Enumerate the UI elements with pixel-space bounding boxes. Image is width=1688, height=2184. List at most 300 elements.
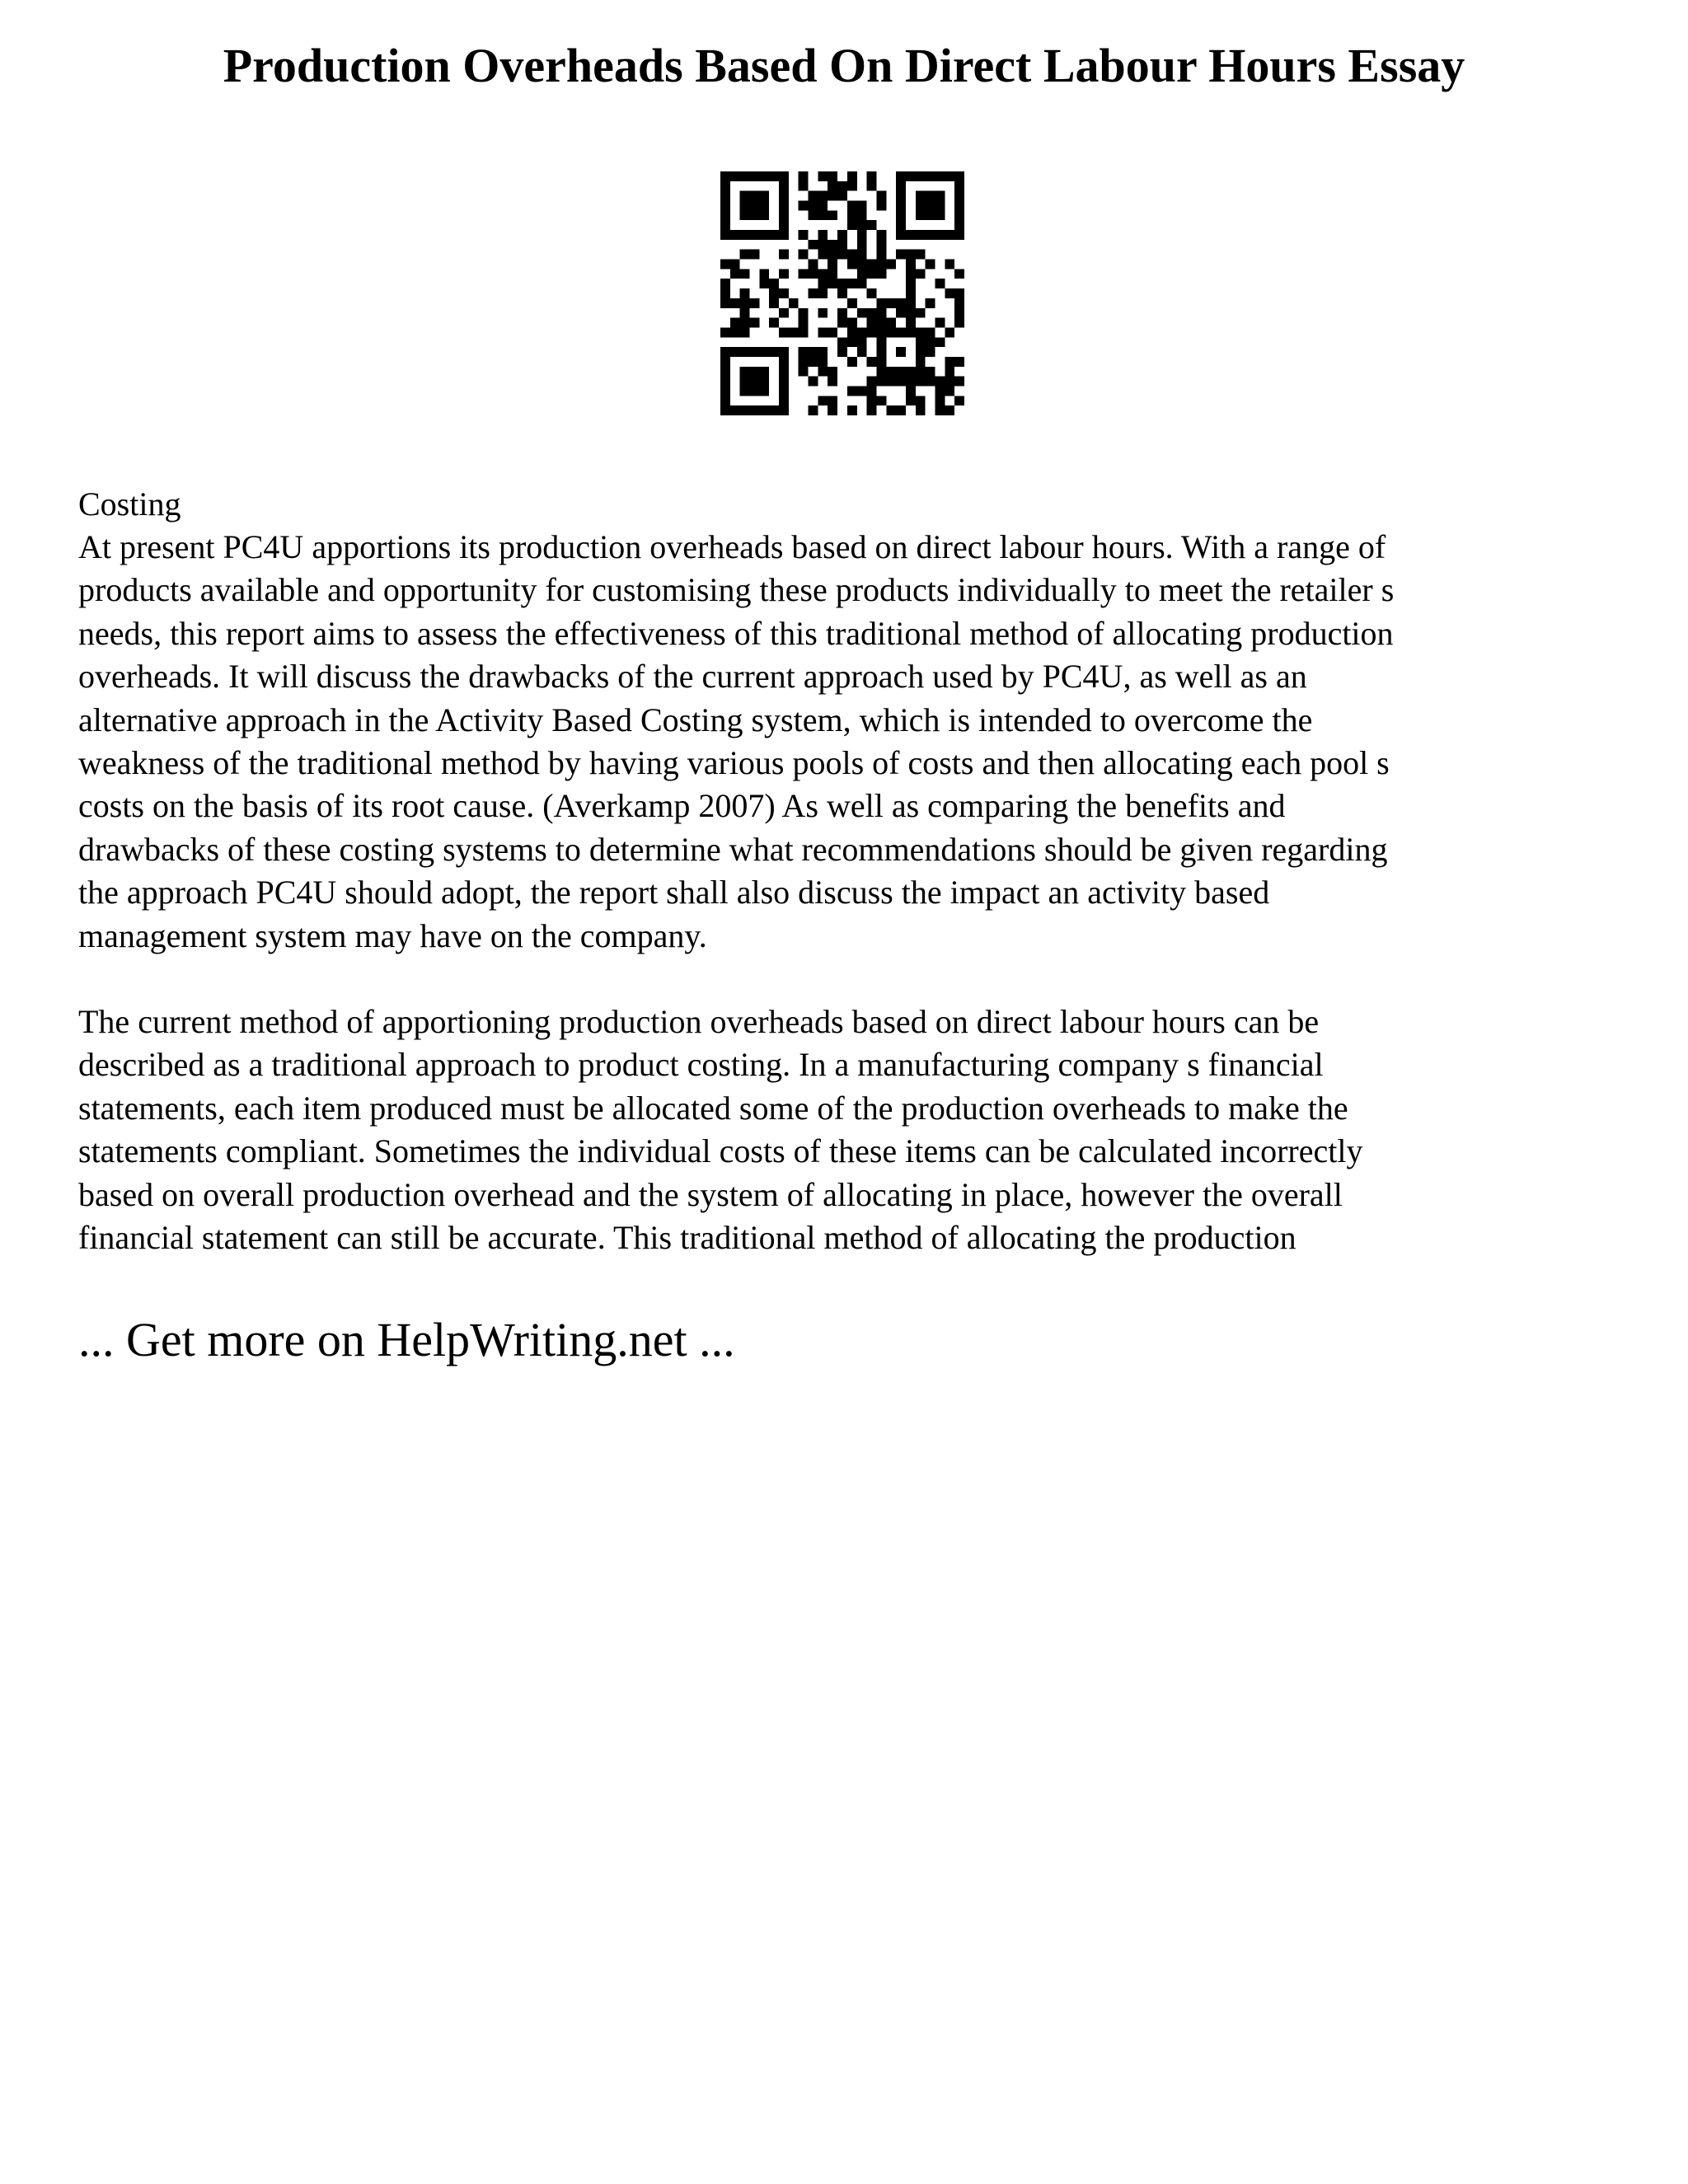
qr-module <box>876 308 886 318</box>
qr-module <box>876 191 886 201</box>
qr-module <box>779 327 789 337</box>
qr-module <box>867 318 877 328</box>
qr-module <box>759 191 769 201</box>
qr-module <box>769 288 779 298</box>
qr-module <box>867 396 877 405</box>
qr-module <box>876 298 886 308</box>
qr-module <box>828 181 837 191</box>
qr-module <box>935 405 945 415</box>
qr-module <box>769 405 779 415</box>
qr-module <box>809 201 818 211</box>
qr-module <box>730 318 740 328</box>
qr-module <box>886 318 896 328</box>
qr-module <box>954 220 964 230</box>
paragraph-2-line: described as a traditional approach to product costing. In a manufacturing company s financial <box>78 1046 1324 1084</box>
qr-module <box>828 396 837 405</box>
qr-module <box>876 357 886 367</box>
qr-module <box>720 288 730 298</box>
qr-module <box>769 298 779 308</box>
qr-module <box>935 201 945 211</box>
qr-module <box>926 201 935 211</box>
qr-module <box>828 191 837 201</box>
qr-module <box>847 337 857 347</box>
qr-module <box>857 337 867 347</box>
qr-module <box>740 377 750 387</box>
qr-module <box>906 396 916 405</box>
qr-module <box>720 171 730 181</box>
qr-module <box>750 298 760 308</box>
qr-module <box>828 377 837 387</box>
qr-module <box>720 405 730 415</box>
qr-module <box>720 220 730 230</box>
qr-module <box>935 230 945 240</box>
qr-module <box>906 288 916 298</box>
qr-module <box>779 288 789 298</box>
qr-module <box>799 327 809 337</box>
paragraph-2-line: based on overall production overhead and the system of allocating in place, however the overall <box>78 1175 1343 1213</box>
qr-module <box>799 308 809 318</box>
qr-module <box>857 210 867 220</box>
qr-module <box>750 405 760 415</box>
qr-module <box>799 318 809 328</box>
qr-module <box>799 357 809 367</box>
qr-module <box>847 250 857 260</box>
qr-module <box>779 405 789 415</box>
qr-module <box>847 260 857 269</box>
qr-module <box>828 269 837 279</box>
qr-module <box>867 288 877 298</box>
qr-module <box>740 288 750 298</box>
qr-module <box>720 260 730 269</box>
qr-module <box>837 240 847 250</box>
qr-module <box>740 191 750 201</box>
qr-module <box>954 298 964 308</box>
qr-module <box>818 250 828 260</box>
qr-module <box>799 250 809 260</box>
paragraph-2-line: financial statement can still be accurate. This traditional method of allocating the production <box>78 1219 1296 1257</box>
qr-module <box>818 327 828 337</box>
qr-module <box>799 171 809 181</box>
qr-module <box>926 327 935 337</box>
qr-module <box>945 386 954 396</box>
qr-module <box>809 357 818 367</box>
qr-module <box>740 201 750 211</box>
paragraph-1-line: overheads. It will discuss the drawbacks of the current approach used by PC4U, as well as an <box>78 658 1307 696</box>
paragraph-2 <box>78 1001 1628 1259</box>
qr-module <box>750 191 760 201</box>
qr-module <box>857 240 867 250</box>
qr-module <box>954 308 964 318</box>
qr-module <box>954 230 964 240</box>
qr-module <box>857 308 867 318</box>
qr-module <box>759 201 769 211</box>
qr-module <box>809 288 818 298</box>
qr-module <box>769 318 779 328</box>
qr-module <box>867 405 877 415</box>
qr-module <box>896 220 906 230</box>
qr-module <box>818 230 828 240</box>
qr-module <box>779 396 789 405</box>
paragraph-1-line: drawbacks of these costing systems to determine what recommendations should be given regarding <box>78 830 1388 868</box>
get-more-link[interactable]: ... Get more on HelpWriting.net ... <box>78 1313 735 1366</box>
qr-module <box>916 191 926 201</box>
qr-module <box>945 288 954 298</box>
qr-module <box>750 201 760 211</box>
qr-module <box>779 367 789 377</box>
qr-module <box>876 201 886 211</box>
qr-module <box>837 279 847 288</box>
qr-module <box>769 171 779 181</box>
qr-module <box>886 367 896 377</box>
qr-module <box>730 260 740 269</box>
qr-module <box>837 230 847 240</box>
qr-module <box>799 367 809 377</box>
qr-module <box>857 250 867 260</box>
qr-module <box>954 269 964 279</box>
qr-module <box>740 298 750 308</box>
qr-module <box>740 230 750 240</box>
qr-module <box>876 367 886 377</box>
qr-module <box>857 220 867 230</box>
qr-module <box>847 405 857 415</box>
qr-module <box>896 347 906 357</box>
paragraph-1-line: costs on the basis of its root cause. (Averkamp 2007) As well as comparing the benefits and <box>78 787 1286 825</box>
qr-module <box>886 377 896 387</box>
qr-module <box>847 318 857 328</box>
paragraph-2-line: statements, each item produced must be allocated some of the production overheads to make the <box>78 1089 1348 1127</box>
qr-module <box>837 347 847 357</box>
qr-module <box>926 347 935 357</box>
qr-module <box>916 230 926 240</box>
qr-module <box>730 298 740 308</box>
qr-module <box>740 318 750 328</box>
qr-module <box>876 347 886 357</box>
qr-module <box>779 308 789 318</box>
qr-module <box>818 347 828 357</box>
qr-module <box>954 210 964 220</box>
qr-module <box>720 191 730 201</box>
qr-module <box>730 269 740 279</box>
qr-module <box>720 279 730 288</box>
qr-module <box>828 279 837 288</box>
qr-module <box>720 298 730 308</box>
qr-module <box>720 181 730 191</box>
qr-module <box>779 347 789 357</box>
qr-module <box>935 396 945 405</box>
qr-module <box>916 269 926 279</box>
qr-module <box>857 327 867 337</box>
qr-module <box>916 171 926 181</box>
qr-module <box>906 250 916 260</box>
qr-module <box>906 260 916 269</box>
qr-module <box>720 201 730 211</box>
qr-module <box>837 181 847 191</box>
qr-module <box>720 386 730 396</box>
qr-code-image <box>720 171 964 415</box>
qr-module <box>916 367 926 377</box>
qr-module <box>896 308 906 318</box>
paragraph-1 <box>78 526 1628 958</box>
qr-module <box>828 405 837 415</box>
qr-module <box>926 191 935 201</box>
qr-module <box>779 386 789 396</box>
qr-module <box>906 171 916 181</box>
qr-module <box>828 367 837 377</box>
qr-module <box>720 357 730 367</box>
qr-module <box>867 357 877 367</box>
qr-module <box>779 357 789 367</box>
qr-module <box>720 396 730 405</box>
qr-module <box>818 240 828 250</box>
qr-module <box>935 191 945 201</box>
qr-module <box>896 405 906 415</box>
qr-module <box>857 347 867 357</box>
qr-module <box>847 220 857 230</box>
qr-module <box>876 327 886 337</box>
qr-module <box>867 386 877 396</box>
qr-module <box>759 377 769 387</box>
qr-module <box>954 181 964 191</box>
qr-module <box>809 210 818 220</box>
qr-module <box>945 260 954 269</box>
qr-code <box>720 171 964 415</box>
qr-module <box>916 405 926 415</box>
qr-module <box>847 298 857 308</box>
qr-module <box>740 308 750 318</box>
qr-module <box>876 396 886 405</box>
qr-module <box>867 327 877 337</box>
qr-module <box>828 260 837 269</box>
qr-module <box>828 210 837 220</box>
qr-module <box>740 405 750 415</box>
qr-module <box>828 171 837 181</box>
qr-module <box>818 279 828 288</box>
qr-module <box>837 191 847 201</box>
qr-module <box>759 269 769 279</box>
qr-module <box>954 201 964 211</box>
qr-module <box>906 327 916 337</box>
qr-module <box>945 171 954 181</box>
qr-module <box>847 201 857 211</box>
qr-module <box>818 201 828 211</box>
qr-module <box>945 405 954 415</box>
qr-module <box>954 288 964 298</box>
qr-module <box>759 367 769 377</box>
qr-module <box>926 210 935 220</box>
qr-module <box>740 269 750 279</box>
qr-module <box>867 220 877 230</box>
qr-module <box>906 279 916 288</box>
qr-module <box>779 201 789 211</box>
qr-module <box>935 279 945 288</box>
qr-module <box>926 298 935 308</box>
qr-module <box>809 377 818 387</box>
qr-module <box>740 367 750 377</box>
qr-module <box>750 318 760 328</box>
qr-module <box>809 347 818 357</box>
qr-module <box>954 318 964 328</box>
qr-module <box>750 171 760 181</box>
qr-module <box>916 327 926 337</box>
qr-module <box>886 260 896 269</box>
paragraph-1-line: management system may have on the company. <box>78 916 707 954</box>
qr-module <box>886 405 896 415</box>
qr-module <box>779 191 789 201</box>
qr-module <box>809 191 818 201</box>
qr-module <box>818 308 828 318</box>
qr-module <box>916 250 926 260</box>
qr-module <box>935 210 945 220</box>
qr-module <box>906 308 916 318</box>
qr-module <box>916 201 926 211</box>
qr-module <box>847 171 857 181</box>
qr-module <box>769 230 779 240</box>
qr-module <box>818 357 828 367</box>
qr-module <box>847 357 857 367</box>
qr-module <box>935 318 945 328</box>
qr-module <box>720 210 730 220</box>
qr-module <box>779 269 789 279</box>
qr-module <box>857 201 867 211</box>
qr-module <box>789 298 799 308</box>
qr-module <box>779 171 789 181</box>
qr-module <box>876 260 886 269</box>
qr-module <box>954 377 964 387</box>
section-heading: Costing <box>78 485 181 523</box>
qr-module <box>954 191 964 201</box>
qr-module <box>916 347 926 357</box>
qr-module <box>945 367 954 377</box>
qr-module <box>809 269 818 279</box>
qr-module <box>916 210 926 220</box>
qr-module <box>779 210 789 220</box>
paragraph-1-line: products available and opportunity for customising these products individually to meet the retailer s <box>78 571 1395 609</box>
qr-module <box>750 210 760 220</box>
qr-module <box>740 171 750 181</box>
qr-module <box>867 171 877 181</box>
qr-module <box>720 327 730 337</box>
qr-module <box>857 386 867 396</box>
qr-module <box>809 260 818 269</box>
paragraph-2-line: The current method of apportioning production overheads based on direct labour hours can be <box>78 1003 1320 1040</box>
qr-module <box>847 279 857 288</box>
qr-module <box>828 250 837 260</box>
qr-module <box>857 260 867 269</box>
qr-module <box>896 181 906 191</box>
qr-module <box>876 337 886 347</box>
paragraph-1-line: At present PC4U apportions its production overheads based on direct labour hours. With a range of <box>78 528 1386 565</box>
qr-module <box>935 171 945 181</box>
qr-module <box>876 377 886 387</box>
paragraph-1-line: weakness of the traditional method by having various pools of costs and then allocating each pool s <box>78 744 1390 782</box>
qr-module <box>896 250 906 260</box>
qr-module <box>867 269 877 279</box>
qr-module <box>730 347 740 357</box>
qr-module <box>867 377 877 387</box>
qr-module <box>906 298 916 308</box>
qr-module <box>740 210 750 220</box>
qr-module <box>954 396 964 405</box>
qr-module <box>837 337 847 347</box>
qr-module <box>740 327 750 337</box>
qr-module <box>847 181 857 191</box>
qr-module <box>886 327 896 337</box>
qr-module <box>750 367 760 377</box>
qr-module <box>818 367 828 377</box>
qr-module <box>926 367 935 377</box>
qr-module <box>926 230 935 240</box>
qr-module <box>954 357 964 367</box>
qr-module <box>935 386 945 396</box>
qr-module <box>750 377 760 387</box>
qr-module <box>916 337 926 347</box>
qr-module <box>954 171 964 181</box>
qr-module <box>876 230 886 240</box>
qr-module <box>750 250 760 260</box>
qr-module <box>837 288 847 298</box>
qr-module <box>769 347 779 357</box>
qr-module <box>906 269 916 279</box>
qr-module <box>896 377 906 387</box>
qr-module <box>867 308 877 318</box>
qr-module <box>926 171 935 181</box>
qr-module <box>896 327 906 337</box>
qr-module <box>828 327 837 337</box>
qr-module <box>799 230 809 240</box>
qr-module <box>857 279 867 288</box>
qr-module <box>720 230 730 240</box>
qr-module <box>740 250 750 260</box>
qr-module <box>896 171 906 181</box>
qr-module <box>945 327 954 337</box>
qr-module <box>818 396 828 405</box>
qr-module <box>837 308 847 318</box>
qr-module <box>886 298 896 308</box>
qr-module <box>720 367 730 377</box>
qr-module <box>847 327 857 337</box>
qr-module <box>916 377 926 387</box>
qr-module <box>876 240 886 250</box>
qr-module <box>799 347 809 357</box>
qr-module <box>759 386 769 396</box>
qr-module <box>740 386 750 396</box>
qr-module <box>847 210 857 220</box>
qr-module <box>799 269 809 279</box>
qr-module <box>730 171 740 181</box>
qr-module <box>935 337 945 347</box>
qr-module <box>750 386 760 396</box>
qr-module <box>779 250 789 260</box>
qr-module <box>809 240 818 250</box>
qr-module <box>896 210 906 220</box>
qr-module <box>926 260 935 269</box>
qr-module <box>945 377 954 387</box>
qr-module <box>945 230 954 240</box>
qr-module <box>730 230 740 240</box>
qr-module <box>740 347 750 357</box>
qr-module <box>896 230 906 240</box>
paragraph-1-line: the approach PC4U should adopt, the report shall also discuss the impact an activity based <box>78 874 1270 912</box>
qr-module <box>730 327 740 337</box>
qr-module <box>926 377 935 387</box>
qr-module <box>906 318 916 328</box>
qr-module <box>896 191 906 201</box>
qr-module <box>809 405 818 415</box>
qr-module <box>926 337 935 347</box>
qr-module <box>750 230 760 240</box>
qr-module <box>799 201 809 211</box>
qr-module <box>818 191 828 201</box>
